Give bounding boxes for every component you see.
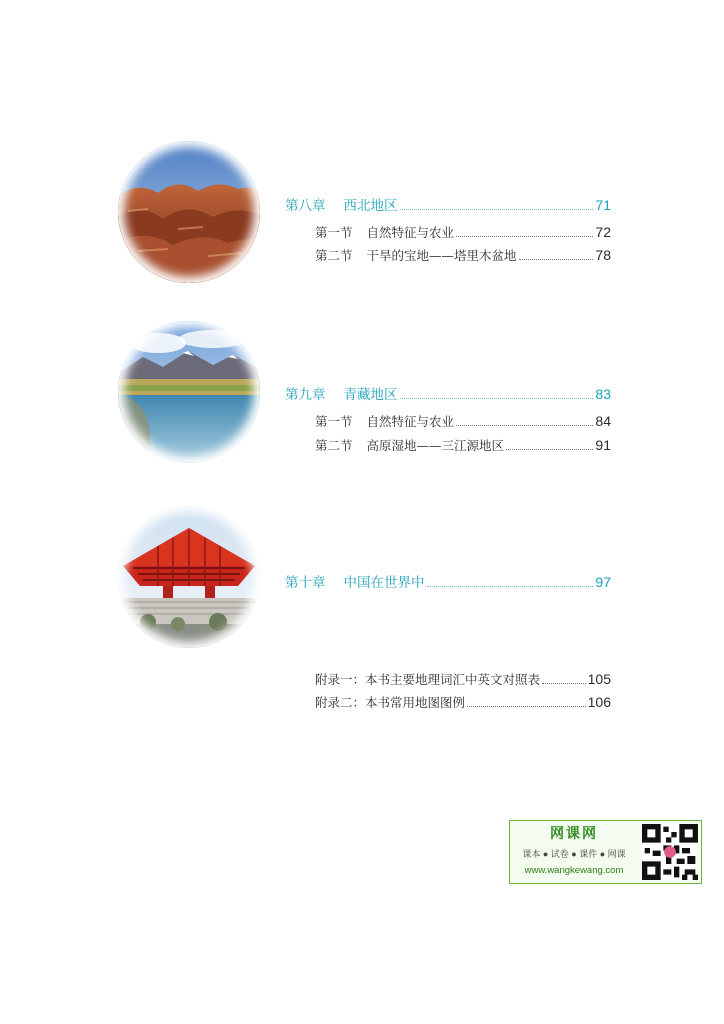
section-title: 自然特征与农业 <box>366 414 455 429</box>
leader-dots <box>506 448 593 450</box>
leader-dots <box>519 258 594 260</box>
page-number: 72 <box>595 224 611 240</box>
chapter-9-photo-plateau-lake <box>118 321 260 463</box>
page-number: 71 <box>595 197 611 213</box>
toc-section-8-1[interactable] <box>315 223 611 241</box>
chapter-number: 第九章 <box>285 387 326 403</box>
watermark-text-block <box>510 821 638 883</box>
toc-section-8-2[interactable] <box>315 246 611 264</box>
toc-chapter-8[interactable] <box>285 194 611 214</box>
appendix-title: 附录一：本书主要地理词汇中英文对照表 <box>315 672 541 687</box>
watermark-url: www.wangkewang.com <box>524 865 624 876</box>
leader-dots <box>467 705 586 707</box>
chapter-title: 中国在世界中 <box>343 575 425 591</box>
page-number: 83 <box>595 386 611 402</box>
toc-appendix-1[interactable] <box>315 670 611 688</box>
qr-code-icon <box>642 824 698 880</box>
section-number: 第二节 <box>315 438 353 453</box>
leader-dots <box>400 397 594 399</box>
page-number: 97 <box>595 574 611 590</box>
page-number: 78 <box>595 247 611 263</box>
section-title: 干旱的宝地——塔里木盆地 <box>366 248 517 263</box>
chapter-number: 第八章 <box>285 198 326 214</box>
toc-chapter-9[interactable] <box>285 383 611 403</box>
toc-section-9-2[interactable] <box>315 436 611 454</box>
section-number: 第一节 <box>315 414 353 429</box>
watermark-tags: 课本 ● 试卷 ● 课件 ● 网课 <box>522 849 626 859</box>
page-number: 84 <box>595 413 611 429</box>
leader-dots <box>456 235 593 237</box>
section-title: 自然特征与农业 <box>366 225 455 240</box>
watermark-stamp <box>509 820 702 884</box>
page-number: 105 <box>587 671 611 687</box>
page-number: 106 <box>587 694 611 710</box>
toc-chapter-10[interactable] <box>285 571 611 591</box>
leader-dots <box>542 682 586 684</box>
toc-section-9-1[interactable] <box>315 412 611 430</box>
section-number: 第一节 <box>315 225 353 240</box>
leader-dots <box>400 208 594 210</box>
page-number: 91 <box>595 437 611 453</box>
chapter-title: 西北地区 <box>343 198 398 214</box>
chapter-8-photo-desert <box>118 141 260 283</box>
toc-appendix-2[interactable] <box>315 693 611 711</box>
leader-dots <box>456 424 593 426</box>
section-number: 第二节 <box>315 248 353 263</box>
leader-dots <box>427 585 594 587</box>
section-title: 高原湿地——三江源地区 <box>366 438 505 453</box>
appendix-title: 附录二：本书常用地图图例 <box>315 695 466 710</box>
chapter-title: 青藏地区 <box>343 387 398 403</box>
chapter-10-photo-china-pavilion <box>118 506 260 648</box>
watermark-title: 网课网 <box>550 825 598 841</box>
chapter-number: 第十章 <box>285 575 326 591</box>
